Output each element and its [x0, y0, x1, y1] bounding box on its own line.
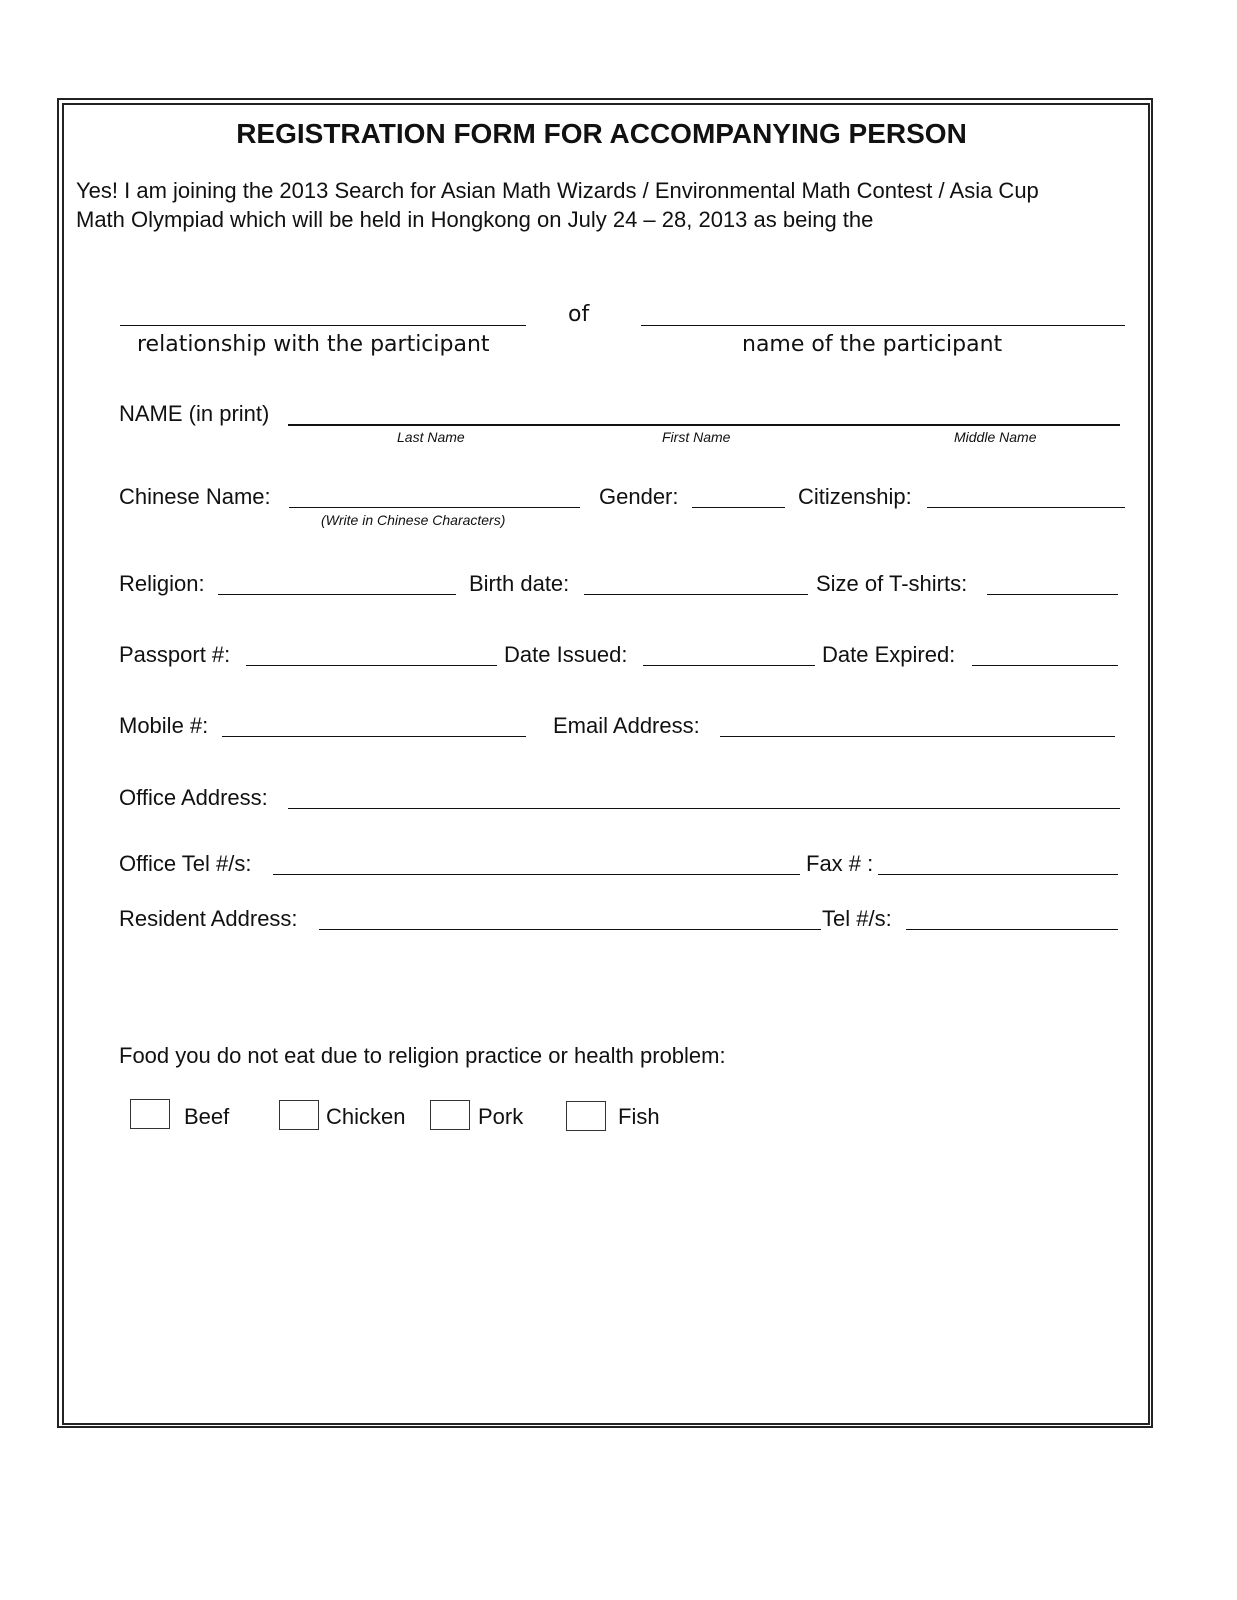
mobile-label: Mobile #: — [119, 713, 209, 738]
beef-label: Beef — [184, 1104, 230, 1129]
intro-line-2: Math Olympiad which will be held in Hongkong on July 24 – 28, 2013 as being the — [76, 207, 874, 232]
office-address-label: Office Address: — [119, 785, 268, 810]
relationship-caption: relationship with the participant — [137, 332, 490, 357]
passport-label: Passport #: — [119, 642, 231, 667]
citizenship-label: Citizenship: — [798, 484, 912, 509]
passport-field[interactable] — [246, 665, 497, 666]
participant-caption: name of the participant — [742, 332, 1003, 357]
name-label: NAME (in print) — [119, 401, 270, 426]
last-name-caption: Last Name — [397, 429, 465, 445]
religion-field[interactable] — [218, 594, 456, 595]
inner-border — [62, 103, 1150, 1425]
tshirt-label: Size of T-shirts: — [816, 571, 968, 596]
gender-label: Gender: — [599, 484, 679, 509]
date-issued-label: Date Issued: — [504, 642, 628, 667]
tshirt-field[interactable] — [987, 594, 1118, 595]
of-text: of — [568, 302, 590, 327]
fax-field[interactable] — [878, 874, 1118, 875]
tel-label: Tel #/s: — [822, 906, 892, 931]
office-tel-label: Office Tel #/s: — [119, 851, 252, 876]
birth-date-label: Birth date: — [469, 571, 570, 596]
fax-label: Fax # : — [806, 851, 874, 876]
resident-address-field[interactable] — [319, 929, 821, 930]
relationship-field[interactable] — [120, 325, 526, 326]
participant-name-field[interactable] — [641, 325, 1125, 326]
pork-label: Pork — [478, 1104, 524, 1129]
tel-field[interactable] — [906, 929, 1118, 930]
office-tel-field[interactable] — [273, 874, 800, 875]
name-field[interactable] — [288, 424, 1120, 426]
birth-date-field[interactable] — [584, 594, 808, 595]
pork-checkbox[interactable] — [430, 1100, 470, 1130]
date-expired-field[interactable] — [972, 665, 1118, 666]
chicken-checkbox[interactable] — [279, 1100, 319, 1130]
fish-checkbox[interactable] — [566, 1101, 606, 1131]
form-title: REGISTRATION FORM FOR ACCOMPANYING PERSON — [236, 118, 967, 149]
intro-line-1: Yes! I am joining the 2013 Search for Asian Math Wizards / Environmental Math Contest / Asia Cup — [76, 178, 1039, 203]
religion-label: Religion: — [119, 571, 205, 596]
beef-checkbox[interactable] — [130, 1099, 170, 1129]
date-issued-field[interactable] — [643, 665, 815, 666]
fish-label: Fish — [618, 1104, 660, 1129]
email-field[interactable] — [720, 736, 1115, 737]
chinese-name-hint: (Write in Chinese Characters) — [321, 512, 506, 528]
chinese-name-field[interactable] — [289, 507, 580, 508]
resident-address-label: Resident Address: — [119, 906, 298, 931]
mobile-field[interactable] — [222, 736, 526, 737]
first-name-caption: First Name — [662, 429, 731, 445]
middle-name-caption: Middle Name — [954, 429, 1037, 445]
chinese-name-label: Chinese Name: — [119, 484, 271, 509]
office-address-field[interactable] — [288, 808, 1120, 809]
gender-field[interactable] — [692, 507, 785, 508]
food-question: Food you do not eat due to religion practice or health problem: — [119, 1043, 726, 1068]
date-expired-label: Date Expired: — [822, 642, 956, 667]
email-label: Email Address: — [553, 713, 700, 738]
chicken-label: Chicken — [326, 1104, 406, 1129]
citizenship-field[interactable] — [927, 507, 1125, 508]
